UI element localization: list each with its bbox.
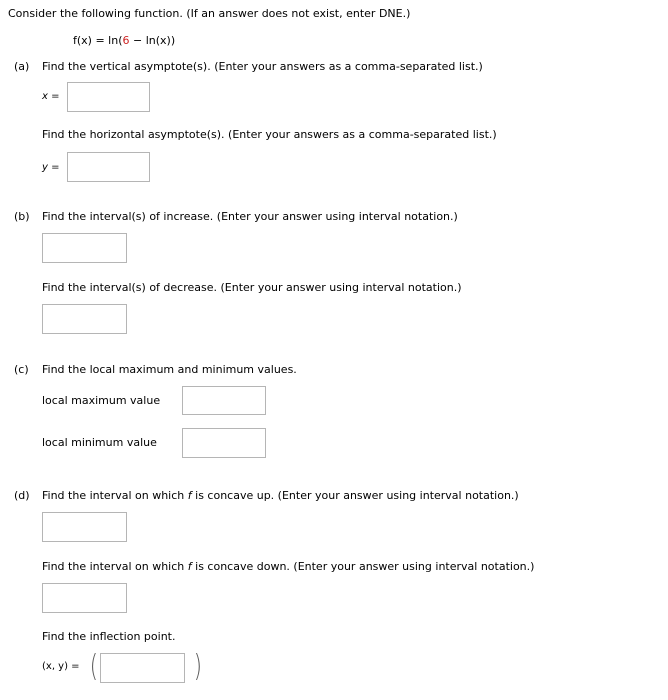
increase-prompt: Find the interval(s) of increase. (Enter your answer using interval notation.) — [42, 210, 458, 223]
vertical-asymptote-prompt: Find the vertical asymptote(s). (Enter your answers as a comma-separated list.) — [42, 60, 483, 73]
local-max-input[interactable] — [182, 386, 266, 415]
prompt-text: Find the interval on which — [42, 560, 188, 573]
function-name: f — [187, 560, 192, 573]
part-a-label: (a) — [14, 60, 30, 73]
prompt-text: is concave up. (Enter your answer using interval notation.) — [191, 489, 519, 502]
decrease-input[interactable] — [42, 304, 127, 334]
function-name: f — [187, 489, 192, 502]
local-min-input[interactable] — [182, 428, 266, 458]
x-label: x = — [42, 91, 60, 102]
concave-down-prompt — [42, 560, 534, 574]
y-label: y = — [42, 162, 60, 173]
vertical-asymptote-input[interactable] — [67, 82, 150, 112]
xy-label: (x, y) = — [42, 661, 80, 672]
inflection-point-input[interactable] — [100, 653, 185, 683]
horizontal-asymptote-input[interactable] — [67, 152, 150, 182]
local-extrema-prompt: Find the local maximum and minimum values. — [42, 363, 297, 376]
inflection-prompt: Find the inflection point. — [42, 630, 176, 643]
instructions: Consider the following function. (If an answer does not exist, enter DNE.) — [8, 7, 411, 20]
function-definition — [73, 34, 175, 48]
function-rhs: − ln(x)) — [129, 34, 176, 47]
decrease-prompt: Find the interval(s) of decrease. (Enter your answer using interval notation.) — [42, 281, 462, 294]
close-paren-icon: ) — [193, 649, 202, 684]
concave-up-prompt — [42, 489, 519, 503]
function-constant: 6 — [122, 34, 130, 47]
part-c-label: (c) — [14, 363, 29, 376]
horizontal-asymptote-prompt: Find the horizontal asymptote(s). (Enter your answers as a comma-separated list.) — [42, 128, 497, 141]
increase-input[interactable] — [42, 233, 127, 263]
concave-up-input[interactable] — [42, 512, 127, 542]
prompt-text: is concave down. (Enter your answer using interval notation.) — [191, 560, 535, 573]
open-paren-icon: ( — [89, 649, 98, 684]
part-b-label: (b) — [14, 210, 30, 223]
concave-down-input[interactable] — [42, 583, 127, 613]
local-max-label: local maximum value — [42, 394, 161, 407]
function-lhs: f(x) = ln( — [73, 34, 123, 47]
prompt-text: Find the interval on which — [42, 489, 188, 502]
local-min-label: local minimum value — [42, 436, 157, 449]
part-d-label: (d) — [14, 489, 30, 502]
